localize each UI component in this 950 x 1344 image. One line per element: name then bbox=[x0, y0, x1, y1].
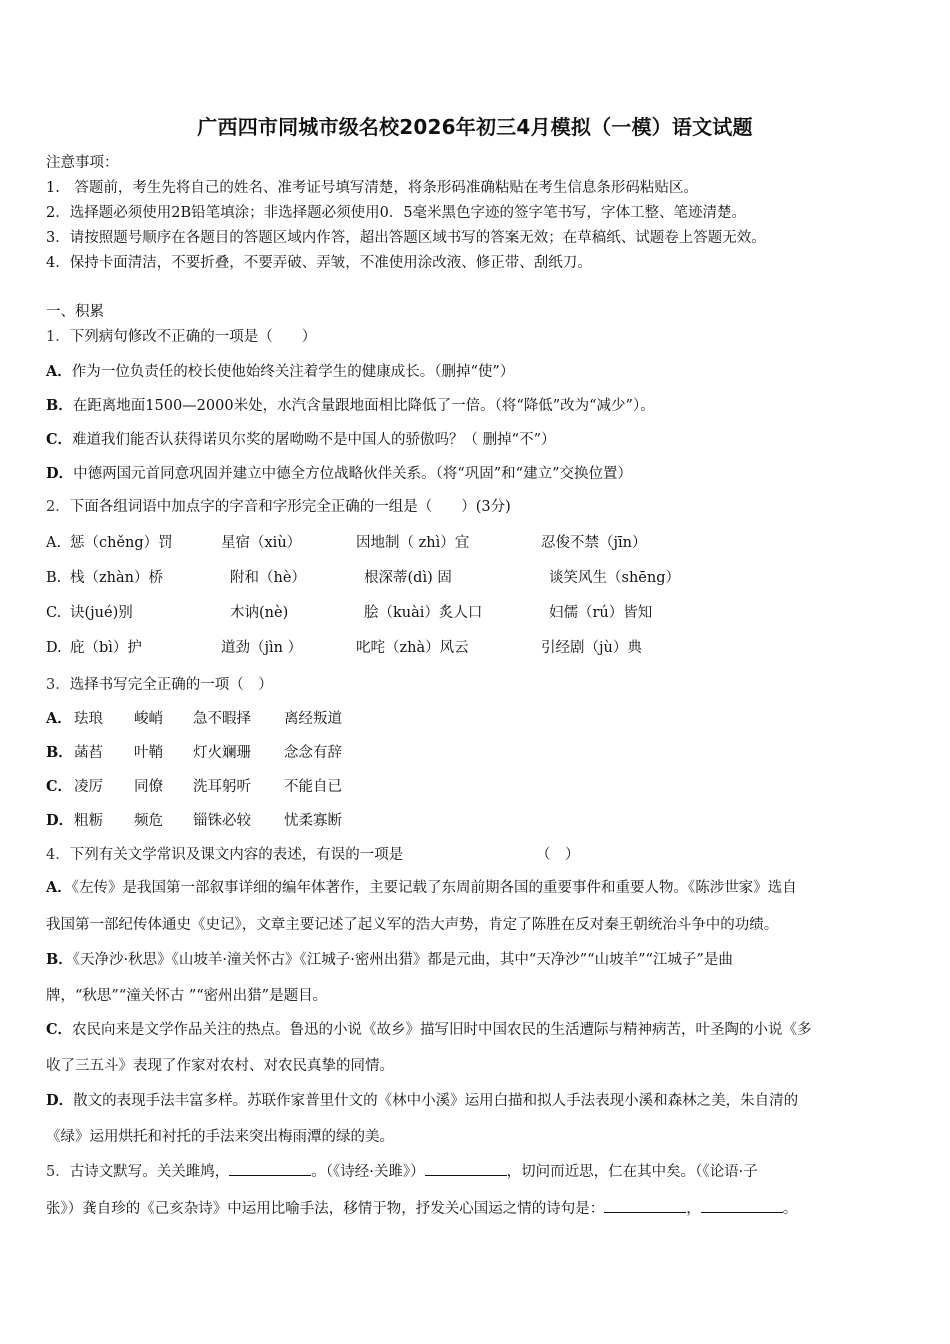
q3-row-b-cell-4: 念念有辞 bbox=[284, 745, 342, 761]
q5-number: 5． bbox=[46, 1164, 70, 1180]
option-text: 在距离地面1500—2000米处，水汽含量跟地面相比降低了一倍。（将“降低”改为“减少”）。 bbox=[72, 398, 655, 414]
row-label: D. bbox=[46, 640, 62, 656]
q3-row-c-cell-3: 洗耳躬听 bbox=[193, 779, 251, 795]
q2-row-a-cell-2: 星宿（xiù） bbox=[221, 535, 302, 551]
row-label: C. bbox=[46, 605, 62, 621]
q3-row-c-label: C． bbox=[46, 778, 73, 795]
option-label: A． bbox=[46, 363, 72, 380]
answer-blank[interactable] bbox=[701, 1199, 783, 1213]
q3-stem-text: 选择书写完全正确的一项（ ） bbox=[69, 677, 273, 693]
page-title: 广西四市同城市级名校2026年初三4月模拟（一模）语文试题 bbox=[197, 115, 753, 139]
q5-text: 。 bbox=[782, 1201, 798, 1217]
q5-line1 bbox=[46, 1162, 758, 1181]
q4-stem-text: 下列有关文学常识及课文内容的表述，有误的一项是 bbox=[69, 847, 404, 863]
q5-text: 古诗文默写。关关雎鸠， bbox=[69, 1164, 230, 1180]
q2-row-c-cell-2: 木讷(nè) bbox=[230, 605, 289, 621]
q4-option-d-line1 bbox=[46, 1092, 798, 1110]
q2-row-c bbox=[46, 604, 61, 622]
q4-number: 4． bbox=[46, 847, 70, 863]
q3-row-b-cell-3: 灯火斓珊 bbox=[193, 745, 251, 761]
q4-answer-paren: （ ） bbox=[536, 847, 580, 863]
row-label: B. bbox=[46, 570, 62, 586]
q2-row-c-cell-3: 脍（kuài）炙人口 bbox=[364, 605, 483, 621]
q2-row-a bbox=[46, 534, 61, 552]
option-label: B． bbox=[46, 951, 73, 968]
q3-row-b-label: B． bbox=[46, 744, 73, 761]
q3-row-c-cell-4: 不能自已 bbox=[284, 779, 342, 795]
option-text: 难道我们能否认获得诺贝尔奖的屠呦呦不是中国人的骄傲吗？（ 删掉“不”） bbox=[72, 432, 556, 448]
q4-stem bbox=[46, 846, 403, 864]
option-text: 散文的表现手法丰富多样。苏联作家普里什文的《林中小溪》运用白描和拟人手法表现小溪和森林之美，朱自清的 bbox=[73, 1093, 799, 1109]
q3-row-d-cell-3: 锱铢必较 bbox=[193, 813, 251, 829]
q1-option-c bbox=[46, 431, 555, 449]
q1-stem bbox=[46, 328, 316, 346]
q2-number: 2． bbox=[46, 499, 70, 515]
q4-option-a-line1 bbox=[46, 879, 797, 897]
option-label: D． bbox=[46, 465, 74, 482]
section-heading: 一、积累 bbox=[46, 304, 104, 320]
q2-stem bbox=[46, 498, 511, 516]
q5-text: ， bbox=[686, 1201, 701, 1217]
q2-row-d-cell-1: 庇（bì）护 bbox=[70, 640, 142, 656]
answer-blank[interactable] bbox=[604, 1199, 686, 1213]
notice-item-3: 3．请按照题号顺序在各题目的答题区域内作答，超出答题区域书写的答案无效；在草稿纸、试题卷上答题无效。 bbox=[46, 230, 766, 246]
option-label: B． bbox=[46, 397, 73, 414]
q5-text: 。（《诗经·关雎》） bbox=[311, 1164, 425, 1180]
q3-row-a-cell-3: 急不暇择 bbox=[193, 711, 251, 727]
q3-row-a-label: A． bbox=[46, 710, 72, 727]
q3-stem bbox=[46, 676, 273, 694]
q3-row-d-cell-4: 忧柔寡断 bbox=[284, 813, 342, 829]
q2-row-b-cell-2: 附和（hè） bbox=[230, 570, 306, 586]
q1-option-d bbox=[46, 465, 632, 483]
q3-row-c-cell-2: 同僚 bbox=[134, 779, 163, 795]
q4-option-b-line1 bbox=[46, 951, 733, 969]
q3-row-d-cell-1: 粗粝 bbox=[74, 813, 103, 829]
q2-row-c-cell-1: 诀(jué)别 bbox=[70, 605, 133, 621]
q4-option-c-line2: 收了三五斗》表现了作家对农村、对农民真挚的同情。 bbox=[46, 1058, 394, 1074]
row-label: A. bbox=[46, 535, 62, 551]
q3-row-c-cell-1: 凌厉 bbox=[74, 779, 103, 795]
q2-row-b-cell-3: 根深蒂(dì) 固 bbox=[364, 570, 452, 586]
q2-row-b-cell-4: 谈笑风生（shēng） bbox=[549, 570, 680, 586]
option-text: 《天净沙·秋思》《山坡羊·潼关怀古》《江城子·密州出猎》都是元曲，其中“天净沙”“山坡羊”“江城子”是曲 bbox=[72, 952, 733, 968]
answer-blank[interactable] bbox=[425, 1162, 507, 1176]
option-label: D． bbox=[46, 1092, 74, 1109]
q3-row-a-cell-4: 离经叛道 bbox=[284, 711, 342, 727]
q2-row-b-cell-1: 栈（zhàn）桥 bbox=[70, 570, 163, 586]
q1-option-b bbox=[46, 397, 655, 415]
q2-row-d-cell-2: 道劲（jìn ） bbox=[221, 640, 303, 656]
q1-option-a bbox=[46, 363, 514, 381]
q3-row-a-cell-2: 峻峭 bbox=[134, 711, 163, 727]
q4-option-d-line2: 《绿》运用烘托和衬托的手法来突出梅雨潭的绿的美。 bbox=[46, 1129, 394, 1145]
option-label: A． bbox=[46, 879, 72, 896]
q2-row-a-cell-4: 忍俊不禁（jīn） bbox=[541, 535, 647, 551]
q3-number: 3． bbox=[46, 677, 70, 693]
q2-row-d-cell-3: 叱咤（zhà）风云 bbox=[356, 640, 469, 656]
q5-text: ，切问而近思，仁在其中矣。（《论语·子 bbox=[506, 1164, 758, 1180]
q2-stem-text: 下面各组词语中加点字的字音和字形完全正确的一组是（ ）(3分) bbox=[69, 499, 511, 515]
q2-row-d bbox=[46, 639, 62, 657]
q4-option-a-line2: 我国第一部纪传体通史《史记》，文章主要记述了起义军的浩大声势，肯定了陈胜在反对秦王朝统治斗争中的功绩。 bbox=[46, 917, 779, 933]
q4-option-c-line1 bbox=[46, 1021, 812, 1039]
q2-row-d-cell-4: 引经剧（jù）典 bbox=[541, 640, 642, 656]
q3-row-a-cell-1: 珐琅 bbox=[74, 711, 103, 727]
option-text: 《左传》是我国第一部叙事详细的编年体著作，主要记载了东周前期各国的重要事件和重要人物。《陈涉世家》选自 bbox=[71, 880, 797, 896]
q3-row-b-cell-2: 叶鞘 bbox=[134, 745, 163, 761]
notice-item-1: 1. 答题前，考生先将自己的姓名、准考证号填写清楚，将条形码准确粘贴在考生信息条形码粘贴区。 bbox=[46, 180, 698, 196]
option-text: 作为一位负责任的校长使他始终关注着学生的健康成长。（删掉“使”） bbox=[71, 364, 515, 380]
q1-number: 1． bbox=[46, 329, 70, 345]
q2-row-a-cell-1: 惩（chěng）罚 bbox=[70, 535, 173, 551]
q2-row-a-cell-3: 因地制（ zhì）宜 bbox=[356, 535, 470, 551]
q2-row-b bbox=[46, 569, 61, 587]
q4-option-b-line2: 牌，“秋思”“潼关怀古 ”“密州出猎”是题目。 bbox=[46, 988, 328, 1004]
option-text: 中德两国元首同意巩固并建立中德全方位战略伙伴关系。（将“巩固”和“建立”交换位置） bbox=[73, 466, 632, 482]
q3-row-d-cell-2: 频危 bbox=[134, 813, 163, 829]
option-label: C． bbox=[46, 1021, 73, 1038]
answer-blank[interactable] bbox=[229, 1162, 311, 1176]
q3-row-d-label: D． bbox=[46, 812, 74, 829]
q2-row-c-cell-4: 妇儒（rú）皆知 bbox=[549, 605, 653, 621]
q3-row-b-cell-1: 菡萏 bbox=[74, 745, 103, 761]
q5-text: 张》）龚自珍的《己亥杂诗》中运用比喻手法，移情于物，抒发关心国运之情的诗句是： bbox=[46, 1201, 605, 1217]
q1-stem-text: 下列病句修改不正确的一项是（ ） bbox=[69, 329, 317, 345]
notice-item-4: 4．保持卡面清洁，不要折叠，不要弄破、弄皱，不准使用涂改液、修正带、刮纸刀。 bbox=[46, 255, 592, 271]
option-text: 农民向来是文学作品关注的热点。鲁迅的小说《故乡》描写旧时中国农民的生活遭际与精神病苦，叶圣陶的小说《多 bbox=[72, 1022, 812, 1038]
q5-line2 bbox=[46, 1199, 797, 1218]
option-label: C． bbox=[46, 431, 73, 448]
notice-heading: 注意事项： bbox=[46, 155, 119, 171]
notice-item-2: 2．选择题必须使用2B铅笔填涂；非选择题必须使用0．5毫米黑色字迹的签字笔书写，字体工整、笔迹清楚。 bbox=[46, 205, 747, 221]
